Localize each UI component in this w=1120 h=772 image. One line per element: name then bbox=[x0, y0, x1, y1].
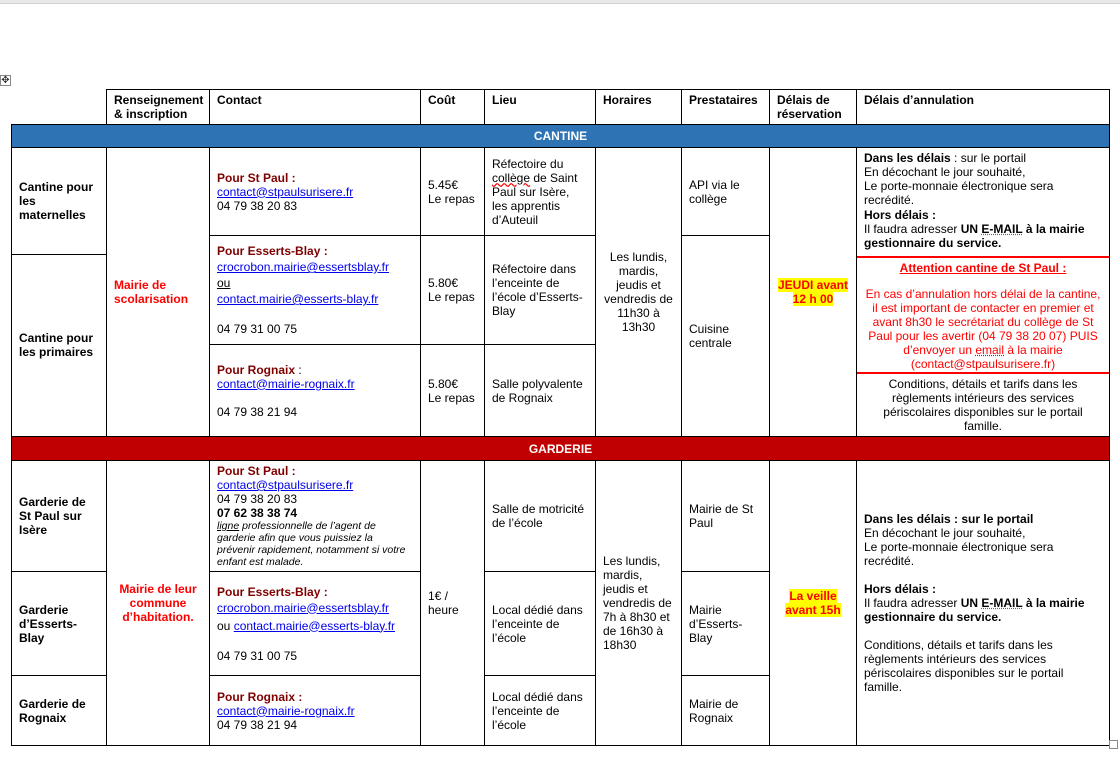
contact-title: Pour St Paul : bbox=[217, 464, 296, 478]
periscolaire-table bbox=[11, 89, 1110, 746]
phone-number-agent: 07 62 38 38 74 bbox=[217, 506, 298, 520]
hors-delais-label: Hors délais : bbox=[864, 208, 937, 222]
cantine-contact-stpaul bbox=[210, 148, 421, 236]
cantine-lieu-stpaul bbox=[485, 148, 596, 236]
dans-delais-label: Dans les délais : sur le portail bbox=[864, 512, 1034, 526]
garderie-horaires: Les lundis, mardis, jeudis et vendredis de 7h à 8h30 et de 16h30 à 18h30 bbox=[596, 461, 682, 746]
garderie-esserts-label: Garderie d’Esserts-Blay bbox=[12, 572, 107, 676]
garderie-cout: 1€ / heure bbox=[421, 461, 485, 746]
hors-email: E-MAIL bbox=[981, 596, 1023, 610]
phone-number: 04 79 38 20 83 bbox=[217, 198, 298, 213]
header-row bbox=[12, 90, 1110, 125]
header-cout: Coût bbox=[421, 90, 485, 125]
email-link[interactable]: contact@stpaulsurisere.fr bbox=[217, 478, 354, 492]
cantine-cout-rognaix: 5.80€ Le repas bbox=[421, 345, 485, 437]
dans-delais-text: : sur le portail bbox=[950, 151, 1027, 165]
attention-title: Attention cantine de St Paul : bbox=[899, 261, 1067, 275]
table-move-handle-icon[interactable]: ✥ bbox=[1, 75, 10, 86]
cantine-maternelles-label: Cantine pour les maternelles bbox=[12, 148, 107, 255]
cantine-primaires-label: Cantine pour les primaires bbox=[12, 254, 107, 437]
attention-text: En cas d’annulation hors délai de la cantine, il est important de contacter en premier et avant 8h30 le secrétariat du collège de St Paul pour les avertir (04 79 38 20 07) PUIS d’envoyer un bbox=[865, 287, 1101, 357]
email-link-2[interactable]: contact.mairie@esserts-blay.fr bbox=[233, 618, 396, 633]
ou-text: ou bbox=[217, 276, 231, 290]
phone-number: 04 79 38 21 94 bbox=[217, 717, 298, 732]
cantine-horaires: Les lundis, mardis, jeudis et vendredis de 11h30 à 13h30 bbox=[596, 148, 682, 437]
hors-text-end: à la mairie gestionnaire du service. bbox=[864, 596, 1085, 624]
annul-line2: Le porte-monnaie électronique sera recrédité. bbox=[864, 179, 1054, 207]
lieu-word: collège bbox=[492, 170, 531, 185]
annul-line1: En décochant le jour souhaité, bbox=[864, 165, 1026, 179]
attention-text-end: à la mairie (contact@stpaulsurisere.fr) bbox=[910, 343, 1063, 371]
garderie-contact-rognaix bbox=[210, 676, 421, 746]
garderie-prestataire-esserts: Mairie d’Esserts-Blay bbox=[682, 572, 770, 676]
header-horaires: Horaires bbox=[596, 90, 682, 125]
contact-title: Pour Esserts-Blay : bbox=[217, 244, 328, 258]
hors-un: UN bbox=[960, 222, 982, 236]
dans-delais-label: Dans les délais bbox=[864, 151, 951, 165]
ou-text: ou bbox=[217, 618, 234, 633]
header-blank bbox=[12, 90, 107, 125]
cantine-prestataire-stpaul: API via le collège bbox=[682, 148, 770, 236]
cantine-lieu-rognaix: Salle polyvalente de Rognaix bbox=[485, 345, 596, 437]
email-link[interactable]: crocrobon.mairie@essertsblay.fr bbox=[217, 600, 390, 615]
hors-text: Il faudra adresser bbox=[864, 596, 961, 610]
window-top-edge bbox=[0, 0, 1120, 4]
email-link-2[interactable]: contact.mairie@esserts-blay.fr bbox=[217, 292, 379, 306]
garderie-prestataire-rognaix: Mairie de Rognaix bbox=[682, 676, 770, 746]
cantine-annulation bbox=[857, 148, 1110, 437]
attention-email-word: email bbox=[975, 343, 1005, 357]
garderie-contact-esserts bbox=[210, 572, 421, 676]
garderie-lieu-esserts: Local dédié dans l’enceinte de l’école bbox=[485, 572, 596, 676]
hors-delais-label: Hors délais : bbox=[864, 582, 937, 596]
garderie-band: GARDERIE bbox=[12, 437, 1110, 461]
garderie-annulation bbox=[857, 461, 1110, 746]
ligne-word: ligne bbox=[217, 520, 240, 532]
email-link[interactable]: contact@mairie-rognaix.fr bbox=[217, 376, 355, 391]
cantine-contact-rognaix bbox=[210, 345, 421, 437]
garderie-prestataire-stpaul: Mairie de St Paul bbox=[682, 461, 770, 572]
phone-number: 04 79 31 00 75 bbox=[217, 648, 298, 663]
garderie-lieu-rognaix: Local dédié dans l’enceinte de l’école bbox=[485, 676, 596, 746]
garderie-rognaix-label: Garderie de Rognaix bbox=[12, 676, 107, 746]
annul-line2: Le porte-monnaie électronique sera recrédité. bbox=[864, 540, 1054, 568]
contact-title: Pour Esserts-Blay : bbox=[217, 584, 328, 599]
contact-title: Pour St Paul : bbox=[217, 170, 296, 185]
email-link[interactable]: contact@stpaulsurisere.fr bbox=[217, 184, 354, 199]
header-prestataires: Prestataires bbox=[682, 90, 770, 125]
lieu-text-end: de Saint Paul sur Isère, les apprentis d’Auteuil bbox=[492, 170, 578, 227]
cantine-cout-stpaul: 5.45€ Le repas bbox=[421, 148, 485, 236]
contact-title: Pour Rognaix : bbox=[217, 689, 303, 704]
contact-colon: : bbox=[295, 362, 302, 377]
contact-title: Pour Rognaix bbox=[217, 362, 296, 377]
garderie-lieu-stpaul: Salle de motricité de l’école bbox=[485, 461, 596, 572]
attention-stpaul-note bbox=[857, 258, 1109, 374]
cantine-cout-esserts: 5.80€ Le repas bbox=[421, 236, 485, 345]
header-delais-reservation: Délais de réservation bbox=[770, 90, 857, 125]
phone-number: 04 79 31 00 75 bbox=[217, 322, 298, 336]
email-link[interactable]: crocrobon.mairie@essertsblay.fr bbox=[217, 260, 390, 274]
header-delais-annulation: Délais d’annulation bbox=[857, 90, 1110, 125]
annul-line1: En décochant le jour souhaité, bbox=[864, 526, 1026, 540]
conditions-note: Conditions, détails et tarifs dans les règlements intérieurs des services périscolaires disponibles sur le portail famille. bbox=[883, 377, 1083, 433]
header-lieu: Lieu bbox=[485, 90, 596, 125]
hors-text-end: à la mairie gestionnaire du service. bbox=[864, 222, 1085, 250]
cantine-lieu-esserts: Réfectoire dans l’enceinte de l’école d’Esserts-Blay bbox=[485, 236, 596, 345]
hors-text: Il faudra adresser bbox=[864, 222, 961, 236]
annulation-delais bbox=[857, 148, 1109, 258]
cantine-band: CANTINE bbox=[12, 125, 1110, 148]
garderie-inscription: Mairie de leur commune d’habitation. bbox=[107, 461, 210, 746]
table-resize-handle-icon[interactable] bbox=[1109, 740, 1118, 749]
header-inscription: Renseignement & inscription bbox=[107, 90, 210, 125]
garderie-reservation bbox=[770, 461, 857, 746]
hors-email: E-MAIL bbox=[981, 222, 1023, 236]
cantine-inscription: Mairie de scolarisation bbox=[107, 148, 210, 437]
cantine-prestataire-cuisine: Cuisine centrale bbox=[682, 236, 770, 437]
ligne-note-text: professionnelle de l’agent de garderie afin que vous puissiez la prévenir rapidement, notamment si votre enfant est malade. bbox=[217, 520, 406, 568]
cantine-contact-esserts bbox=[210, 236, 421, 345]
garderie-contact-stpaul bbox=[210, 461, 421, 572]
lieu-text: Réfectoire du bbox=[492, 156, 564, 171]
phone-number: 04 79 38 21 94 bbox=[217, 404, 298, 419]
conditions-note: Conditions, détails et tarifs dans les règlements intérieurs des services périscolaires disponibles sur le portail famille. bbox=[864, 638, 1064, 694]
reservation-highlight: La veille avant 15h bbox=[785, 589, 841, 617]
reservation-highlight: JEUDI avant 12 h 00 bbox=[777, 278, 849, 306]
phone-number: 04 79 38 20 83 bbox=[217, 492, 298, 506]
header-contact: Contact bbox=[210, 90, 421, 125]
email-link[interactable]: contact@mairie-rognaix.fr bbox=[217, 703, 355, 718]
garderie-stpaul-label: Garderie de St Paul sur Isère bbox=[12, 461, 107, 572]
cantine-reservation bbox=[770, 148, 857, 437]
agent-line-note bbox=[217, 520, 413, 568]
hors-un: UN bbox=[960, 596, 982, 610]
